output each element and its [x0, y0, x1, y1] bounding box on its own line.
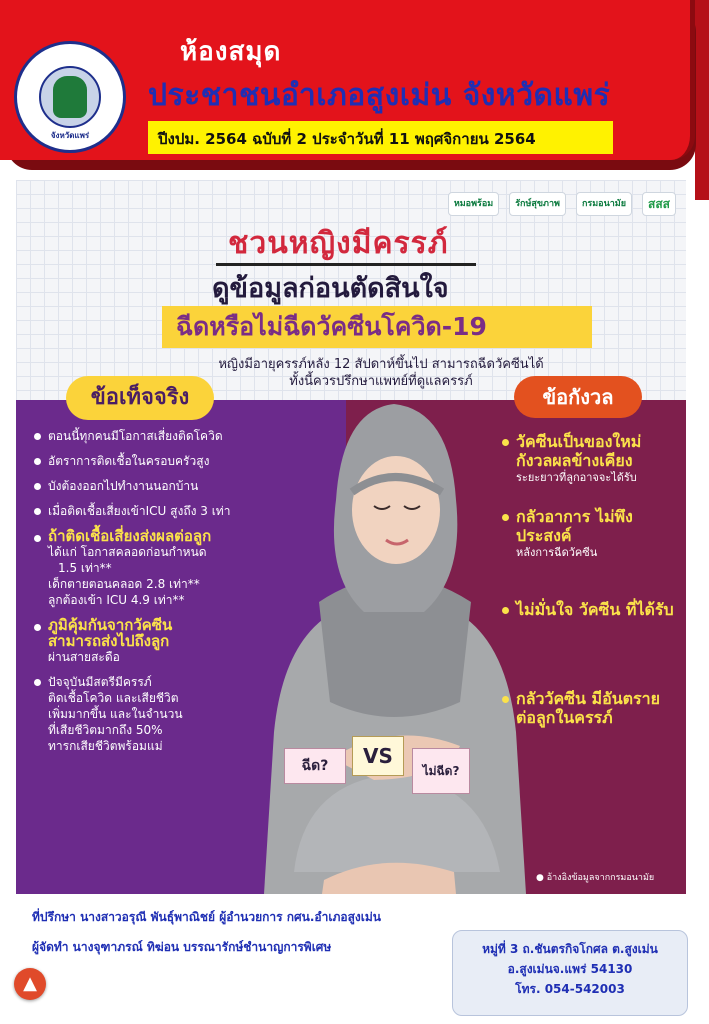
- advisor-credit: ที่ปรึกษา นางสาวอรุณี พันธุ์พาณิชย์ ผู้อำนวยการ กศน.อำเภอสูงเม่น: [32, 910, 381, 924]
- logo-mor-prom: หมอพร้อม: [448, 192, 499, 216]
- reference-note: ● อ้างอิงข้อมูลจากกรมอนามัย: [536, 873, 655, 883]
- fact-item-immunity: [32, 617, 322, 665]
- address-line1: หมู่ที่ 3 ถ.ชันตรกิจโกศล ต.สูงเม่น: [482, 942, 658, 956]
- concern-main: วัคซีนเป็นของใหม่ กังวลผลข้างเคียง: [516, 432, 642, 470]
- emblem-label: จังหวัดแพร่: [50, 131, 90, 140]
- header-banner: [0, 0, 695, 160]
- current-line2: ติดเชื้อโควิด และเสียชีวิต: [48, 691, 179, 705]
- sponsor-logos: [448, 192, 676, 216]
- concern-item: [502, 432, 678, 485]
- concern-note: ระยะยาวที่ลูกอาจจะได้รับ: [516, 471, 637, 484]
- poster-title: ชวนหญิงมีครรภ์: [228, 226, 449, 261]
- child-risk-line3: เด็กตายตอนคลอด 2.8 เท่า**: [48, 577, 200, 591]
- concern-main: ไม่มั่นใจ วัคซีน ที่ได้รับ: [516, 600, 674, 619]
- vs-right-card: ไม่ฉีด?: [412, 748, 470, 794]
- child-risk-line2: 1.5 เท่า**: [58, 561, 112, 575]
- fact-item-child-risk: [32, 528, 322, 608]
- poster-question-banner: ฉีดหรือไม่ฉีดวัคซีนโควิด-19: [162, 306, 592, 348]
- library-emblem: [14, 41, 126, 153]
- concern-item: [502, 600, 678, 619]
- header-title-line2: ประชาชนอำเภอสูงเม่น จังหวัดแพร่: [148, 78, 611, 113]
- current-line5: ทารกเสียชีวิตพร้อมแม่: [48, 739, 163, 753]
- fact-item: ตอนนี้ทุกคนมีโอกาสเสี่ยงติดโควิด: [32, 428, 322, 444]
- immunity-line1: ผ่านสายสะดือ: [48, 650, 120, 664]
- concerns-tag: ข้อกังวล: [514, 376, 642, 418]
- current-line1: ปัจจุบันมีสตรีมีครรภ์: [48, 675, 152, 689]
- child-risk-line4: ลูกต้องเข้า ICU 4.9 เท่า**: [48, 593, 185, 607]
- fact-item: อัตราการติดเชื้อในครอบครัวสูง: [32, 453, 322, 469]
- concern-main: กลัววัคซีน มีอันตราย ต่อลูกในครรภ์: [516, 689, 660, 727]
- immunity-head1: ภูมิคุ้มกันจากวัคซีน: [48, 616, 173, 634]
- poster: [16, 180, 686, 894]
- fact-item-current: [32, 674, 322, 754]
- concern-main: กลัวอาการ ไม่พึงประสงค์: [516, 507, 633, 545]
- poster-subtitle: ดูข้อมูลก่อนตัดสินใจ: [212, 273, 449, 304]
- fact-item: บังต้องออกไปทำงานนอกบ้าน: [32, 478, 322, 494]
- current-line4: ที่เสียชีวิตมากถึง 50%: [48, 723, 163, 737]
- issue-info: ปีงปม. 2564 ฉบับที่ 2 ประจำวันที่ 11 พฤศจิกายน 2564: [148, 121, 613, 154]
- address-box: [452, 930, 688, 1016]
- phone: โทร. 054-542003: [515, 982, 625, 996]
- fact-item-icu: เมื่อติดเชื้อเสี่ยงเข้าICU สูงถึง 3 เท่า: [32, 503, 322, 519]
- child-risk-line1: ได้แก่ โอกาสคลอดก่อนกำหนด: [48, 545, 207, 559]
- author-credit: ผู้จัดทำ นางจุฑาภรณ์ ทิฆ่อน บรรณารักษ์ชำนาญการพิเศษ: [32, 940, 332, 954]
- emblem-seal-icon: [39, 66, 101, 128]
- current-line3: เพิ่มมากขึ้น และในจำนวน: [48, 707, 183, 721]
- logo-anamai: กรมอนามัย: [576, 192, 632, 216]
- facts-tag: ข้อเท็จจริง: [66, 376, 214, 420]
- child-risk-head: ถ้าติดเชื้อเสี่ยงส่งผลต่อลูก: [48, 527, 212, 545]
- header-corner-strip: [695, 0, 709, 200]
- logo-sss: สสส: [642, 192, 676, 216]
- eligibility-line1: หญิงมีอายุครรภ์หลัง 12 สัปดาห์ขึ้นไป สามารถฉีดวัคซีนได้: [218, 357, 544, 372]
- emblem-crest-icon: [53, 76, 87, 118]
- app-shortcut-icon[interactable]: ▲: [14, 968, 46, 1000]
- logo-health: รักษ์สุขภาพ: [509, 192, 566, 216]
- facts-list: [32, 428, 322, 763]
- header-title-line1: ห้องสมุด: [180, 37, 282, 67]
- concerns-list: [502, 432, 678, 749]
- address-line2: อ.สูงเม่นจ.แพร่ 54130: [507, 962, 633, 976]
- concern-note: หลังการฉีดวัคซีน: [516, 546, 598, 559]
- vs-badge: VS: [352, 736, 404, 776]
- immunity-head2: สามารถส่งไปถึงลูก: [48, 632, 170, 650]
- concern-item: [502, 507, 678, 560]
- vs-left-card: ฉีด?: [284, 748, 346, 784]
- concern-item: [502, 689, 678, 727]
- eligibility-line2: ทั้งนี้ควรปรึกษาแพทย์ที่ดูแลครรภ์: [289, 374, 473, 389]
